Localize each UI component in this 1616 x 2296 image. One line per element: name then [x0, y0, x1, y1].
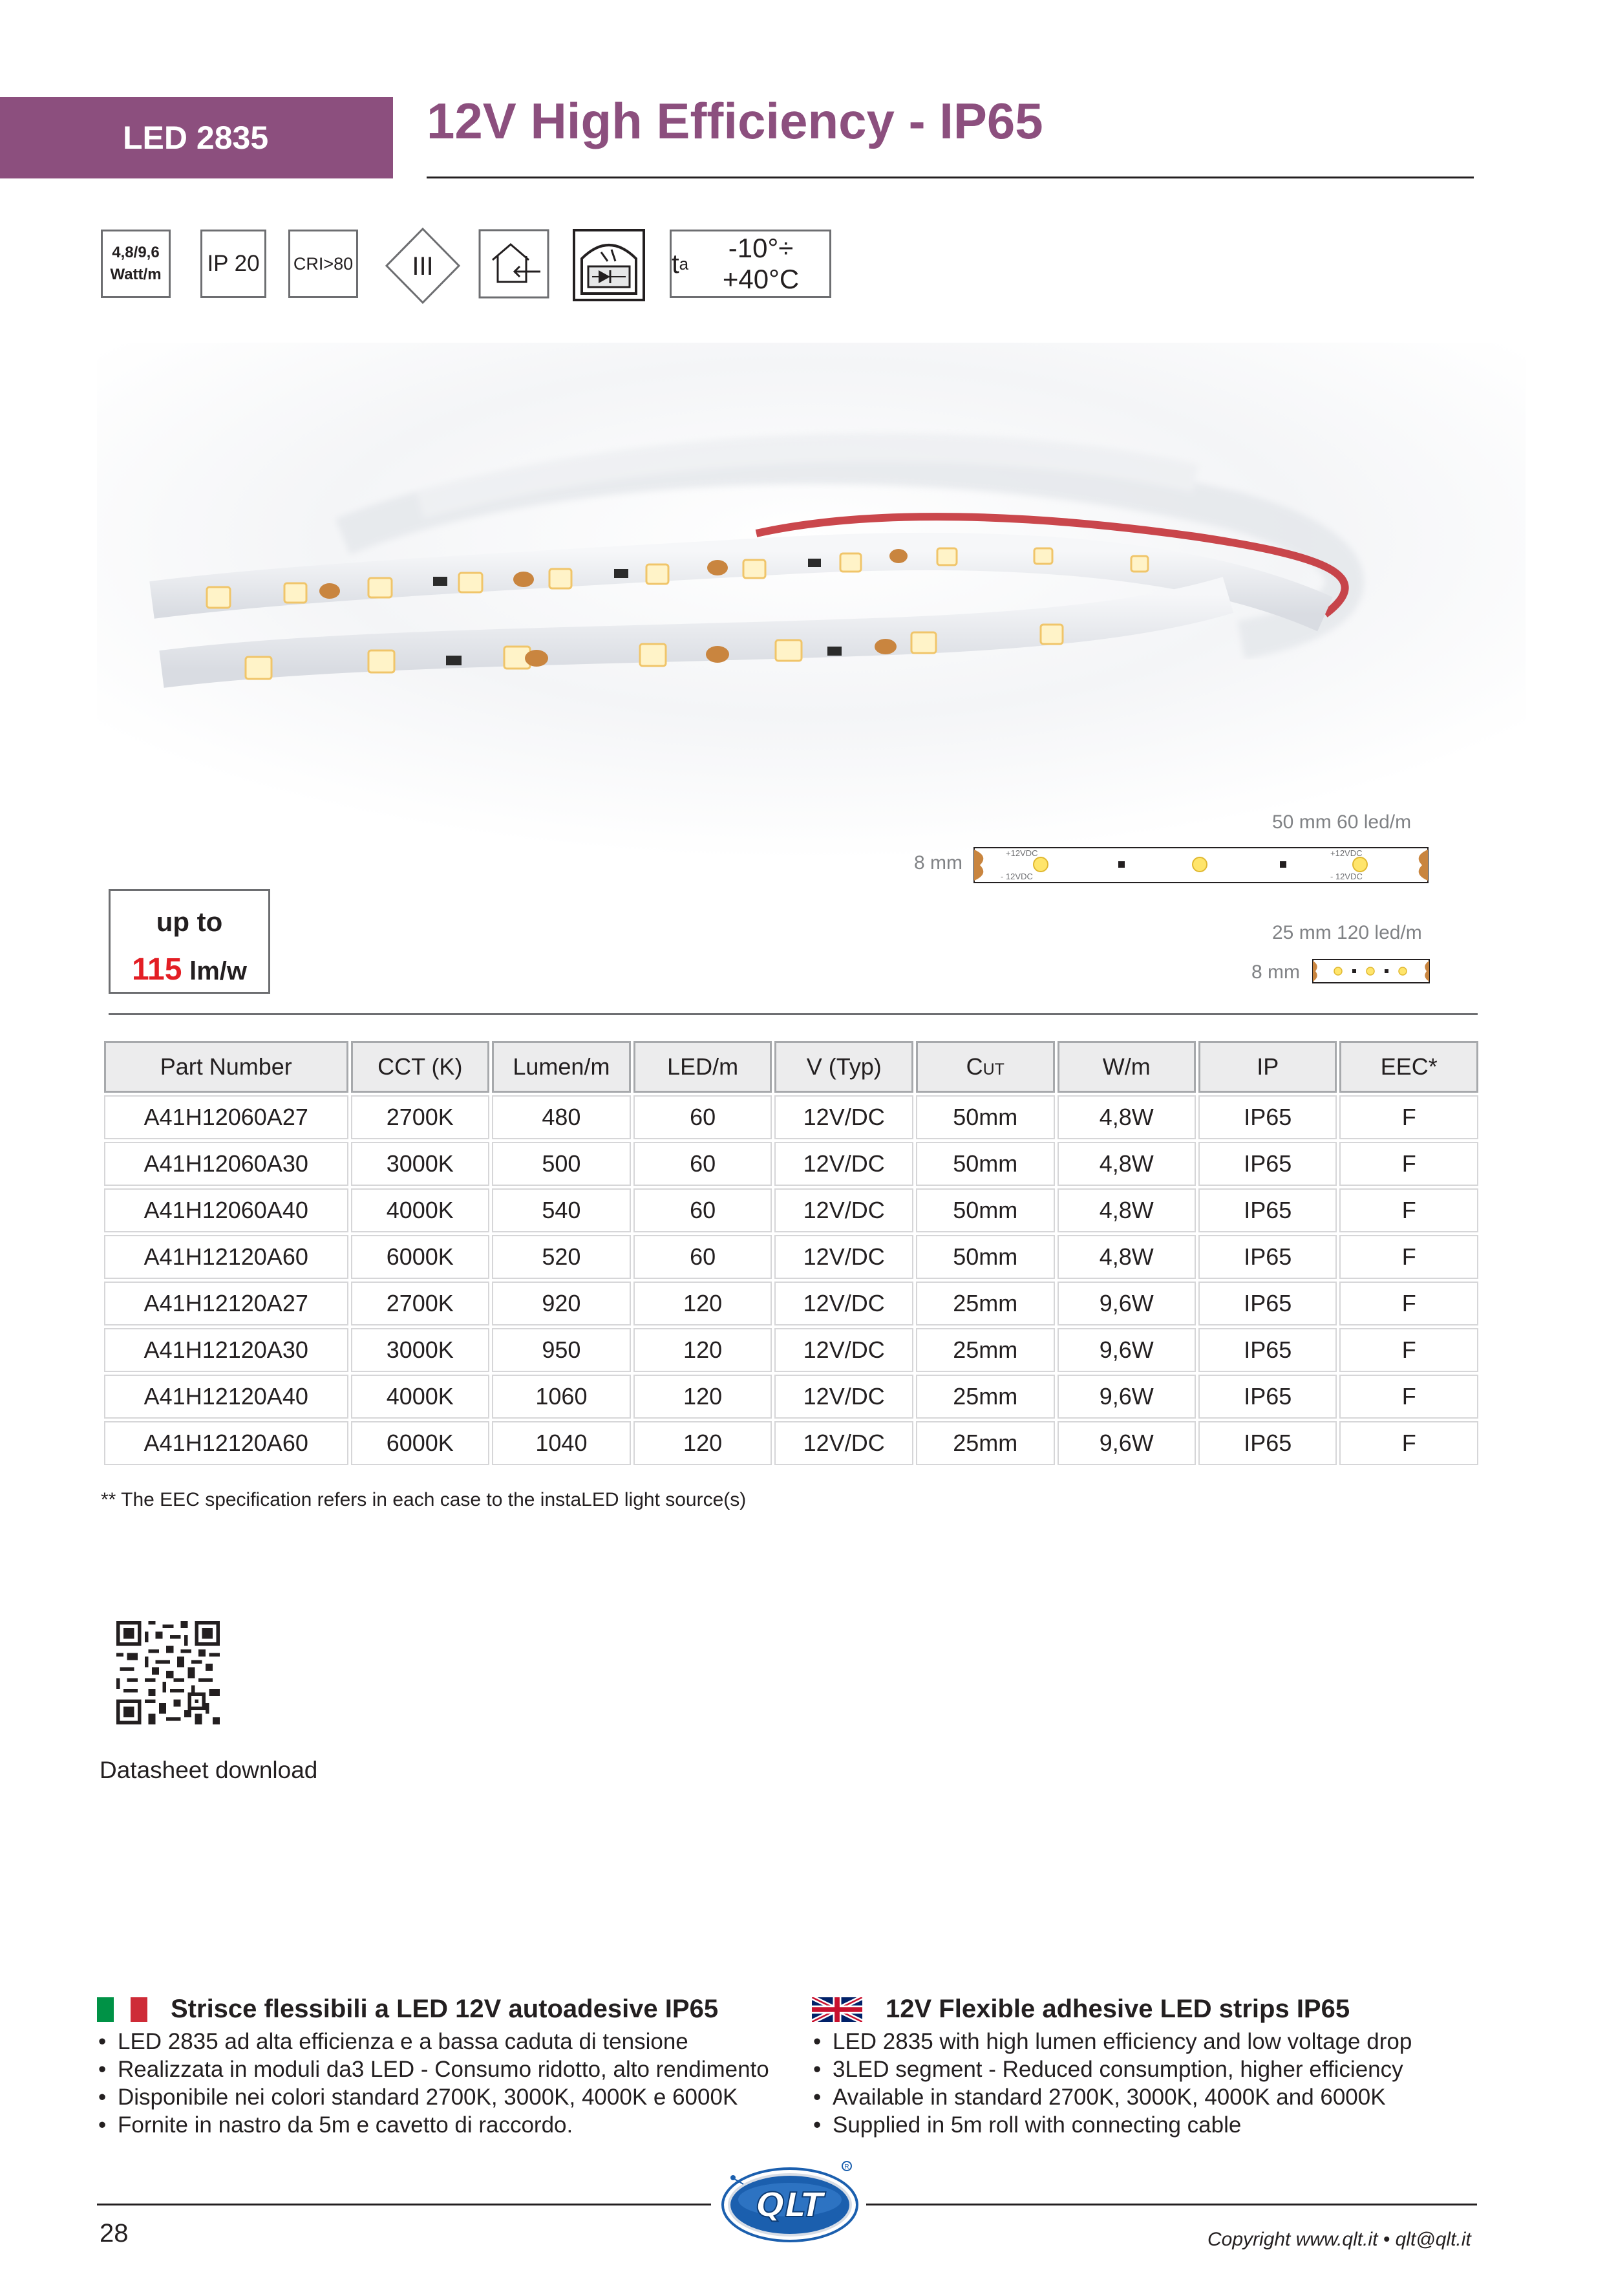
copyright-text: Copyright www.qlt.it • qlt@qlt.it [1207, 2229, 1471, 2250]
table-cell: IP65 [1198, 1375, 1337, 1419]
strip60-plus-right: +12VDC [1330, 848, 1363, 858]
temp-sub: a [679, 253, 689, 274]
english-feature-list [812, 2028, 1510, 2139]
col-lumen: Lumen/m [492, 1041, 631, 1093]
strip60-diagram [973, 847, 1429, 883]
table-cell: A41H12060A27 [104, 1095, 348, 1139]
table-header-row [104, 1041, 1478, 1093]
efficiency-value-line [111, 952, 268, 987]
table-cell: F [1339, 1188, 1478, 1232]
eec-footnote: ** The EEC specification refers in each case to the instaLED light source(s) [101, 1489, 747, 1510]
product-family: LED 2835 [123, 120, 269, 156]
table-cell: 12V/DC [774, 1282, 913, 1325]
product-family-band [0, 97, 393, 178]
table-cell: 60 [633, 1142, 772, 1186]
italian-feature-list [97, 2028, 795, 2139]
table-cell: IP65 [1198, 1095, 1337, 1139]
col-part-number: Part Number [104, 1041, 348, 1093]
table-cell: 120 [633, 1375, 772, 1419]
indoor-house-icon [478, 226, 549, 299]
table-cell: 9,6W [1058, 1328, 1196, 1372]
italian-description [97, 1995, 795, 2139]
ip-rating-badge: IP 20 [200, 230, 266, 298]
table-cell: 12V/DC [774, 1142, 913, 1186]
power-spec-badge [101, 230, 171, 298]
table-cell: 50mm [916, 1142, 1055, 1186]
table-cell: F [1339, 1235, 1478, 1279]
ambient-temperature-badge [670, 230, 831, 298]
table-cell: 12V/DC [774, 1421, 913, 1465]
table-cell: 1040 [492, 1421, 631, 1465]
list-item: • Supplied in 5m roll with connecting cable [812, 2111, 1510, 2139]
table-cell: F [1339, 1142, 1478, 1186]
svg-text:R: R [844, 2163, 849, 2171]
efficiency-prefix: up to [156, 907, 223, 937]
english-title: 12V Flexible adhesive LED strips IP65 [886, 1995, 1350, 2023]
title-rule [427, 177, 1474, 178]
list-item: • Disponibile nei colori standard 2700K, 3000K, 4000K e 6000K [97, 2083, 795, 2111]
page-title: 12V High Efficiency - IP65 [427, 92, 1043, 149]
list-item: • Realizzata in moduli da3 LED - Consumo ridotto, alto rendimento [97, 2055, 795, 2083]
table-cell: 4,8W [1058, 1188, 1196, 1232]
table-row [104, 1142, 1478, 1186]
col-voltage: V (Typ) [774, 1041, 913, 1093]
table-cell: 950 [492, 1328, 631, 1372]
efficiency-badge [109, 889, 270, 994]
table-cell: 480 [492, 1095, 631, 1139]
table-cell: IP65 [1198, 1235, 1337, 1279]
efficiency-unit: lm/w [189, 957, 247, 985]
col-cut: Cut [916, 1041, 1055, 1093]
table-cell: F [1339, 1095, 1478, 1139]
col-ip: IP [1198, 1041, 1337, 1093]
english-description [812, 1995, 1510, 2139]
table-row [104, 1095, 1478, 1139]
table-cell: IP65 [1198, 1188, 1337, 1232]
temp-range: -10°÷ +40°C [722, 233, 800, 294]
italian-title: Strisce flessibili a LED 12V autoadesive IP65 [171, 1995, 719, 2023]
table-cell: 120 [633, 1328, 772, 1372]
list-item: • LED 2835 with high lumen efficiency and low voltage drop [812, 2028, 1510, 2055]
table-row [104, 1235, 1478, 1279]
efficiency-value: 115 [131, 952, 182, 987]
table-cell: IP65 [1198, 1421, 1337, 1465]
table-cell: IP65 [1198, 1142, 1337, 1186]
table-cell: 12V/DC [774, 1235, 913, 1279]
section-divider [109, 1013, 1478, 1015]
list-item: • Fornite in nastro da 5m e cavetto di raccordo. [97, 2111, 795, 2139]
uk-flag-icon [812, 1997, 862, 2022]
table-cell: 4,8W [1058, 1095, 1196, 1139]
temp-prefix: t [672, 248, 679, 279]
table-cell: 6000K [351, 1421, 490, 1465]
table-cell: 12V/DC [774, 1328, 913, 1372]
strip120-spec: 25 mm 120 led/m [1272, 922, 1422, 943]
table-cell: 4,8W [1058, 1235, 1196, 1279]
table-cell: A41H12060A40 [104, 1188, 348, 1232]
table-cell: 1060 [492, 1375, 631, 1419]
table-cell: 920 [492, 1282, 631, 1325]
list-item: • Available in standard 2700K, 3000K, 4000K and 6000K [812, 2083, 1510, 2111]
product-spec-table [101, 1038, 1481, 1468]
table-cell: IP65 [1198, 1282, 1337, 1325]
footer-rule-left [97, 2204, 711, 2205]
table-cell: 6000K [351, 1235, 490, 1279]
strip60-spec: 50 mm 60 led/m [1272, 811, 1412, 833]
table-cell: A41H12120A30 [104, 1328, 348, 1372]
table-cell: 9,6W [1058, 1282, 1196, 1325]
page-number: 28 [100, 2219, 129, 2248]
table-cell: 12V/DC [774, 1095, 913, 1139]
table-cell: F [1339, 1328, 1478, 1372]
table-cell: 3000K [351, 1142, 490, 1186]
table-row [104, 1375, 1478, 1419]
col-led: LED/m [633, 1041, 772, 1093]
table-cell: A41H12120A60 [104, 1235, 348, 1279]
table-cell: 120 [633, 1421, 772, 1465]
power-unit: Watt/m [110, 266, 162, 283]
dimmable-driver-icon [573, 226, 645, 303]
table-cell: F [1339, 1282, 1478, 1325]
col-watt: W/m [1058, 1041, 1196, 1093]
table-cell: 25mm [916, 1282, 1055, 1325]
qr-code-icon[interactable] [116, 1621, 220, 1724]
table-row [104, 1328, 1478, 1372]
table-cell: 60 [633, 1095, 772, 1139]
strip60-plus-left: +12VDC [1006, 848, 1038, 858]
datasheet-download-label[interactable]: Datasheet download [100, 1757, 318, 1783]
table-cell: 12V/DC [774, 1375, 913, 1419]
table-cell: A41H12120A60 [104, 1421, 348, 1465]
table-cell: 50mm [916, 1188, 1055, 1232]
table-cell: 9,6W [1058, 1375, 1196, 1419]
list-item: • 3LED segment - Reduced consumption, higher efficiency [812, 2055, 1510, 2083]
strip120-diagram [1312, 959, 1430, 983]
logo-text: QLT [756, 2186, 824, 2225]
table-cell: 25mm [916, 1421, 1055, 1465]
table-cell: 9,6W [1058, 1421, 1196, 1465]
strip60-width: 8 mm [914, 852, 962, 874]
table-cell: 2700K [351, 1282, 490, 1325]
table-cell: 12V/DC [774, 1188, 913, 1232]
table-cell: 2700K [351, 1095, 490, 1139]
table-cell: 25mm [916, 1375, 1055, 1419]
table-cell: 50mm [916, 1095, 1055, 1139]
qlt-logo [718, 2152, 863, 2249]
table-row [104, 1421, 1478, 1465]
power-value: 4,8/9,6 [112, 244, 160, 261]
table-cell: 25mm [916, 1328, 1055, 1372]
class-label: III [412, 252, 434, 281]
led-strip-photo [97, 343, 1526, 860]
table-cell: 120 [633, 1282, 772, 1325]
table-cell: F [1339, 1375, 1478, 1419]
footer-rule-right [866, 2204, 1477, 2205]
table-cell: A41H12120A27 [104, 1282, 348, 1325]
strip60-minus-left: - 12VDC [1001, 872, 1033, 881]
table-cell: 60 [633, 1235, 772, 1279]
strip60-minus-right: - 12VDC [1330, 872, 1363, 881]
table-cell: 3000K [351, 1328, 490, 1372]
table-row [104, 1282, 1478, 1325]
cri-badge: CRI>80 [288, 230, 358, 298]
table-cell: A41H12120A40 [104, 1375, 348, 1419]
table-cell: 520 [492, 1235, 631, 1279]
table-cell: 4000K [351, 1188, 490, 1232]
list-item: • LED 2835 ad alta efficienza e a bassa caduta di tensione [97, 2028, 795, 2055]
italian-flag-icon [97, 1997, 147, 2022]
table-cell: 540 [492, 1188, 631, 1232]
col-eec: EEC* [1339, 1041, 1478, 1093]
strip120-width: 8 mm [1251, 961, 1300, 983]
table-row [104, 1188, 1478, 1232]
table-cell: A41H12060A30 [104, 1142, 348, 1186]
table-cell: 4,8W [1058, 1142, 1196, 1186]
table-cell: F [1339, 1421, 1478, 1465]
class-iii-diamond-icon [384, 226, 462, 305]
table-cell: 4000K [351, 1375, 490, 1419]
table-cell: 50mm [916, 1235, 1055, 1279]
col-cct: CCT (K) [351, 1041, 490, 1093]
table-cell: 60 [633, 1188, 772, 1232]
table-cell: IP65 [1198, 1328, 1337, 1372]
table-cell: 500 [492, 1142, 631, 1186]
